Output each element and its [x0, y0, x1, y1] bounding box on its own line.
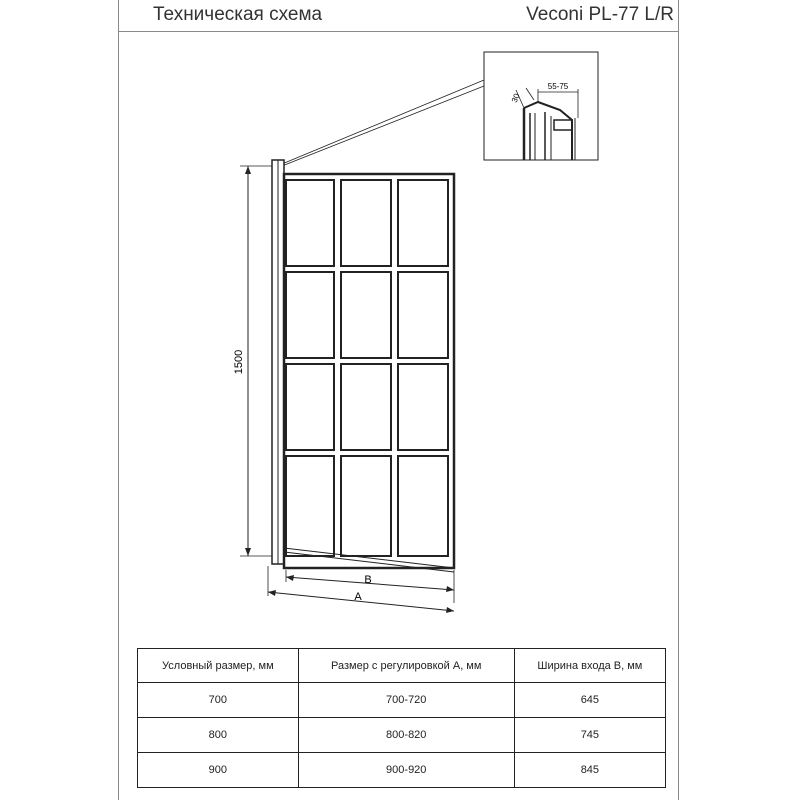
model-name: Veconi PL-77 L/R — [526, 4, 674, 25]
sheet-title: Техническая схема — [153, 4, 323, 25]
adjust-width-label: A — [354, 591, 362, 603]
detail-depth-label: 30 — [509, 92, 522, 104]
cell-nominal: 900 — [138, 753, 299, 788]
height-label: 1500 — [233, 349, 245, 375]
cell-entry: 745 — [514, 718, 665, 753]
cell-adjust: 800-820 — [298, 718, 514, 753]
width-dimensions — [268, 566, 454, 613]
table-row — [138, 753, 666, 788]
col-entry-width: Ширина входа В, мм — [514, 649, 665, 683]
table-row — [138, 683, 666, 718]
size-table — [137, 648, 666, 788]
entry-width-label: B — [364, 574, 372, 586]
cell-entry: 645 — [514, 683, 665, 718]
cell-nominal: 700 — [138, 683, 299, 718]
cell-adjust: 700-720 — [298, 683, 514, 718]
detail-leader-lines — [282, 80, 484, 166]
shower-screen-panel — [272, 160, 454, 572]
table-row — [138, 718, 666, 753]
cell-nominal: 800 — [138, 718, 299, 753]
height-dimension — [233, 166, 272, 556]
profile-detail-inset — [484, 52, 598, 160]
detail-range-label: 55-75 — [547, 82, 569, 91]
table-header-row — [138, 649, 666, 683]
col-nominal-size: Условный размер, мм — [138, 649, 299, 683]
col-adjust-size: Размер с регулировкой А, мм — [298, 649, 514, 683]
cell-entry: 845 — [514, 753, 665, 788]
cell-adjust: 900-920 — [298, 753, 514, 788]
